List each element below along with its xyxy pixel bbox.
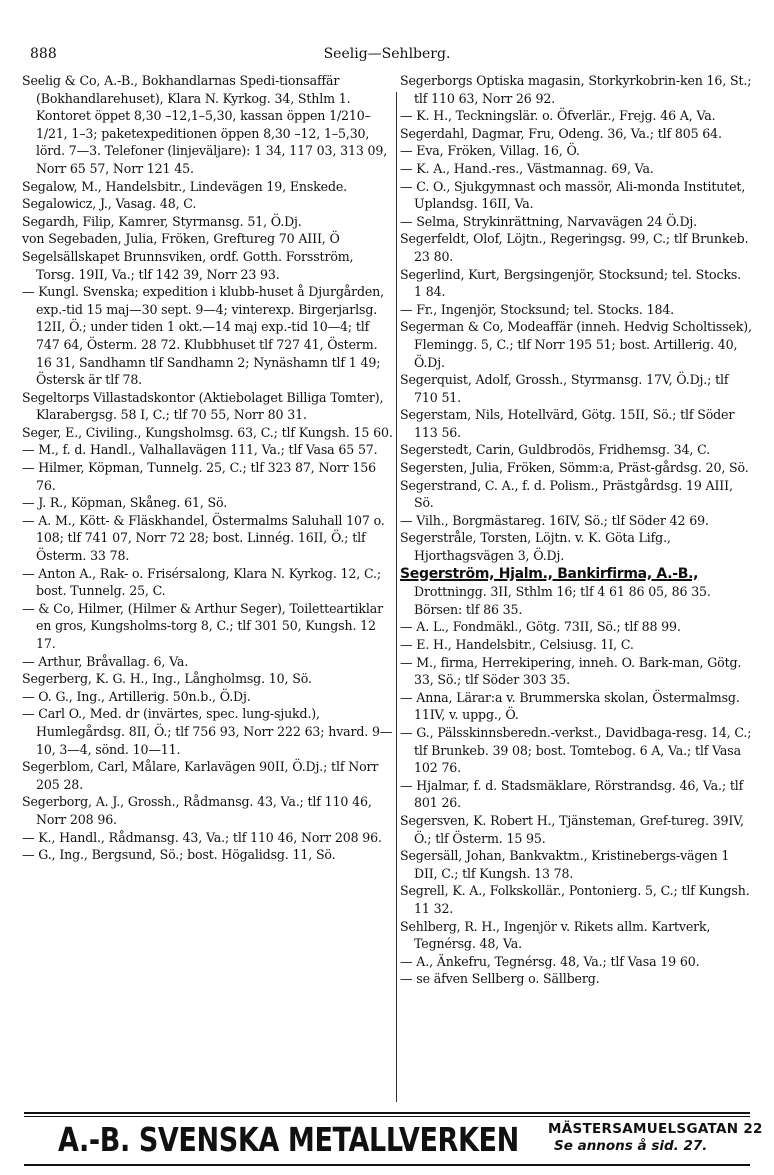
directory-entry: Segerquist, Adolf, Grossh., Styrmansg. 17V, Ö.Dj.; tlf 710 51. <box>400 372 729 405</box>
directory-entry: — G., Pälsskinnsberedn.-verkst., Davidbaga-resg. 14, C.; tlf Brunkeb. 39 08; bost. Tomtebog. 6 A, Va.; tlf Vasa 102 76. <box>400 724 752 776</box>
column-divider <box>396 92 397 1102</box>
directory-entry: — Fr., Ingenjör, Stocksund; tel. Stocks. 184. <box>400 301 675 317</box>
directory-entry: Segerberg, K. G. H., Ing., Långholmsg. 10, Sö. <box>22 671 312 687</box>
directory-entry-banner <box>400 565 752 619</box>
directory-entry: — E. H., Handelsbitr., Celsiusg. 1I, C. <box>400 637 634 652</box>
directory-entry: Segerblom, Carl, Målare, Karlavägen 90II, Ö.Dj.; tlf Norr 205 28. <box>22 759 379 792</box>
directory-entry: Segeltorps Villastadskontor (Aktiebolaget Billiga Tomter), Klarabergsg. 58 I, C.; tlf 70 55, Norr 80 31. <box>22 389 384 423</box>
directory-entry: — A. L., Fondmäkl., Götg. 73II, Sö.; tlf 88 99. <box>400 619 681 635</box>
advertisement-street: MÄSTERSAMUELSGATAN 22 <box>548 1121 763 1137</box>
directory-entry: Segersven, K. Robert H., Tjänsteman, Gref-tureg. 39IV, Ö.; tlf Österm. 15 95. <box>400 812 744 846</box>
directory-entry: — A. M., Kött- & Fläskhandel, Östermalms Saluhall 107 o. 108; tlf 741 07, Norr 72 28; bost. Linnég. 16II, Ö.; tlf Österm. 33 78. <box>22 512 385 564</box>
page-header <box>30 46 744 68</box>
advertisement-company: A.-B. SVENSKA METALLVERKEN <box>58 1120 519 1159</box>
directory-entry: Segersten, Julia, Fröken, Sömm:a, Präst-gårdsg. 20, Sö. <box>400 460 749 476</box>
directory-entry: — Arthur, Bråvallag. 6, Va. <box>22 653 189 669</box>
directory-entry: — K. A., Hand.-res., Västmannag. 69, Va. <box>400 160 654 176</box>
directory-entry: Segerfeldt, Olof, Löjtn., Regeringsg. 99, C.; tlf Brunkeb. 23 80. <box>400 231 749 264</box>
directory-entry: Segerstam, Nils, Hotellvärd, Götg. 15II, Sö.; tlf Söder 113 56. <box>400 407 735 440</box>
directory-entry: Segersäll, Johan, Bankvaktm., Kristinebergs-vägen 1 DII, C.; tlf Kungsh. 13 78. <box>400 848 730 881</box>
directory-entry: — A., Änkefru, Tegnérsg. 48, Va.; tlf Vasa 19 60. <box>400 953 700 969</box>
directory-entry: Segelsällskapet Brunnsviken, ordf. Gotth. Forsström, Torsg. 19II, Va.; tlf 142 39, Norr 23 93. <box>22 248 354 282</box>
directory-entry: — Hilmer, Köpman, Tunnelg. 25, C.; tlf 323 87, Norr 156 76. <box>22 460 376 493</box>
directory-entry: Segerstråle, Torsten, Löjtn. v. K. Göta Lifg., Hjorthagsvägen 3, Ö.Dj. <box>400 530 671 564</box>
directory-entry: Segerlind, Kurt, Bergsingenjör, Stocksund; tel. Stocks. 1 84. <box>400 266 741 300</box>
page-number: 888 <box>30 46 57 62</box>
directory-entry: Sehlberg, R. H., Ingenjör v. Rikets allm. Kartverk, Tegnérsg. 48, Va. <box>400 918 711 952</box>
directory-entry: — Carl O., Med. dr (invärtes, spec. lung-sjukd.), Humlegårdsg. 8II, Ö.; tlf 756 93, Norr 222 63; hvard. 9—10, 3—4, sönd. 10—11. <box>22 706 393 757</box>
directory-entry: Seger, E., Civiling., Kungsholmsg. 63, C.; tlf Kungsh. 15 60. <box>22 424 393 440</box>
right-column <box>400 72 752 988</box>
directory-entry: — Eva, Fröken, Villag. 16, Ö. <box>400 143 580 159</box>
directory-entry: — se äfven Sellberg o. Sällberg. <box>400 971 600 987</box>
banner-entry-name: Segerström, Hjalm., Bankirfirma, A.-B., <box>400 565 699 582</box>
directory-entry: — C. O., Sjukgymnast och massör, Ali-monda Institutet, Uplandsg. 16II, Va. <box>400 178 746 212</box>
directory-entry: Segerman & Co, Modeaffär (inneh. Hedvig Scholtissek), Flemingg. 5, C.; tlf Norr 195 51; bost. Artillerig. 40, Ö.Dj. <box>400 319 752 370</box>
directory-entry: — O. G., Ing., Artillerig. 50n.b., Ö.Dj. <box>22 688 251 704</box>
ad-bottom-rule <box>24 1164 750 1166</box>
left-column <box>22 72 394 864</box>
directory-entry: — K., Handl., Rådmansg. 43, Va.; tlf 110 46, Norr 208 96. <box>22 829 382 845</box>
advertisement-reference: Se annons å sid. 27. <box>554 1138 708 1154</box>
directory-entry: — M., firma, Herrekipering, inneh. O. Bark-man, Götg. 33, Sö.; tlf Söder 303 35. <box>400 654 742 688</box>
directory-entry: Seelig & Co, A.-B., Bokhandlarnas Spedi-tionsaffär (Bokhandlarehuset), Klara N. Kyrkog. 34, Sthlm 1. Kontoret öppet 8,30 –12,1–5,30, kassan öppen 1/210–1/21, 1–3; paketexpeditionen öppen 8,30 –12, 1–5,30, lörd. 7—3. Telefoner (linjeväljare): 1 34, 117 03, 313 09, Norr 65 57, Norr 121 45. <box>22 73 388 176</box>
directory-entry: — Selma, Strykinrättning, Narvavägen 24 Ö.Dj. <box>400 213 698 229</box>
running-head: Seelig—Sehlberg. <box>323 46 451 62</box>
ad-top-rule-thin <box>24 1116 750 1117</box>
ad-top-rule <box>24 1112 750 1114</box>
banner-entry-details: Drottningg. 3II, Sthlm 16; tlf 4 61 86 05, 86 35. Börsen: tlf 86 35. <box>414 584 711 617</box>
directory-entry: — J. R., Köpman, Skåneg. 61, Sö. <box>22 495 228 511</box>
directory-entry: Segrell, K. A., Folkskollär., Pontonierg. 5, C.; tlf Kungsh. 11 32. <box>400 883 750 916</box>
directory-entry: — G., Ing., Bergsund, Sö.; bost. Högalidsg. 11, Sö. <box>22 847 336 863</box>
directory-entry: — Kungl. Svenska; expedition i klubb-huset å Djurgården, exp.-tid 15 maj—30 sept. 9—4; vinterexp. Birgerjarlsg. 12II, Ö.; under tiden 1 okt.—14 maj exp.-tid 10—4; tlf 747 64, Österm. 28 72. Klubbhuset tlf 727 41, Österm. 16 31, Sandhamn tlf Sandhamn 2; Nynäshamn tlf 1 49; Östersk är tlf 78. <box>22 284 384 388</box>
advertisement-side <box>548 1121 763 1155</box>
directory-entry: Segerstedt, Carin, Guldbrodös, Fridhemsg. 34, C. <box>400 442 710 458</box>
directory-entry: — Anna, Lärar:a v. Brummerska skolan, Östermalmsg. 11IV, v. uppg., Ö. <box>400 689 740 723</box>
directory-entry: — Anton A., Rak- o. Frisérsalong, Klara N. Kyrkog. 12, C.; bost. Tunnelg. 25, C. <box>22 565 381 599</box>
directory-entry: Segalowicz, J., Vasag. 48, C. <box>22 196 197 212</box>
directory-entry: Segardh, Filip, Kamrer, Styrmansg. 51, Ö.Dj. <box>22 213 302 229</box>
directory-entry: Segerdahl, Dagmar, Fru, Odeng. 36, Va.; tlf 805 64. <box>400 125 722 141</box>
directory-entry: Segerborg, A. J., Grossh., Rådmansg. 43, Va.; tlf 110 46, Norr 208 96. <box>22 794 372 827</box>
directory-entry: Segalow, M., Handelsbitr., Lindevägen 19, Enskede. <box>22 178 348 194</box>
directory-entry: — Hjalmar, f. d. Stadsmäklare, Rörstrandsg. 46, Va.; tlf 801 26. <box>400 777 744 811</box>
directory-entry: von Segebaden, Julia, Fröken, Greftureg 70 AIII, Ö <box>22 231 340 247</box>
directory-entry: — Vilh., Borgmästareg. 16IV, Sö.; tlf Söder 42 69. <box>400 512 709 528</box>
directory-entry: — & Co, Hilmer, (Hilmer & Arthur Seger), Toiletteartiklar en gros, Kungsholms-torg 8, C.; tlf 301 50, Kungsh. 12 17. <box>22 600 383 651</box>
directory-entry: — K. H., Teckningslär. o. Öfverlär., Frejg. 46 A, Va. <box>400 108 716 124</box>
directory-entry: Segerborgs Optiska magasin, Storkyrkobrin-ken 16, St.; tlf 110 63, Norr 26 92. <box>400 73 752 106</box>
directory-entry: Segerstrand, C. A., f. d. Polism., Prästgårdsg. 19 AIII, Sö. <box>400 477 733 511</box>
directory-entry: — M., f. d. Handl., Valhallavägen 111, Va.; tlf Vasa 65 57. <box>22 442 378 458</box>
